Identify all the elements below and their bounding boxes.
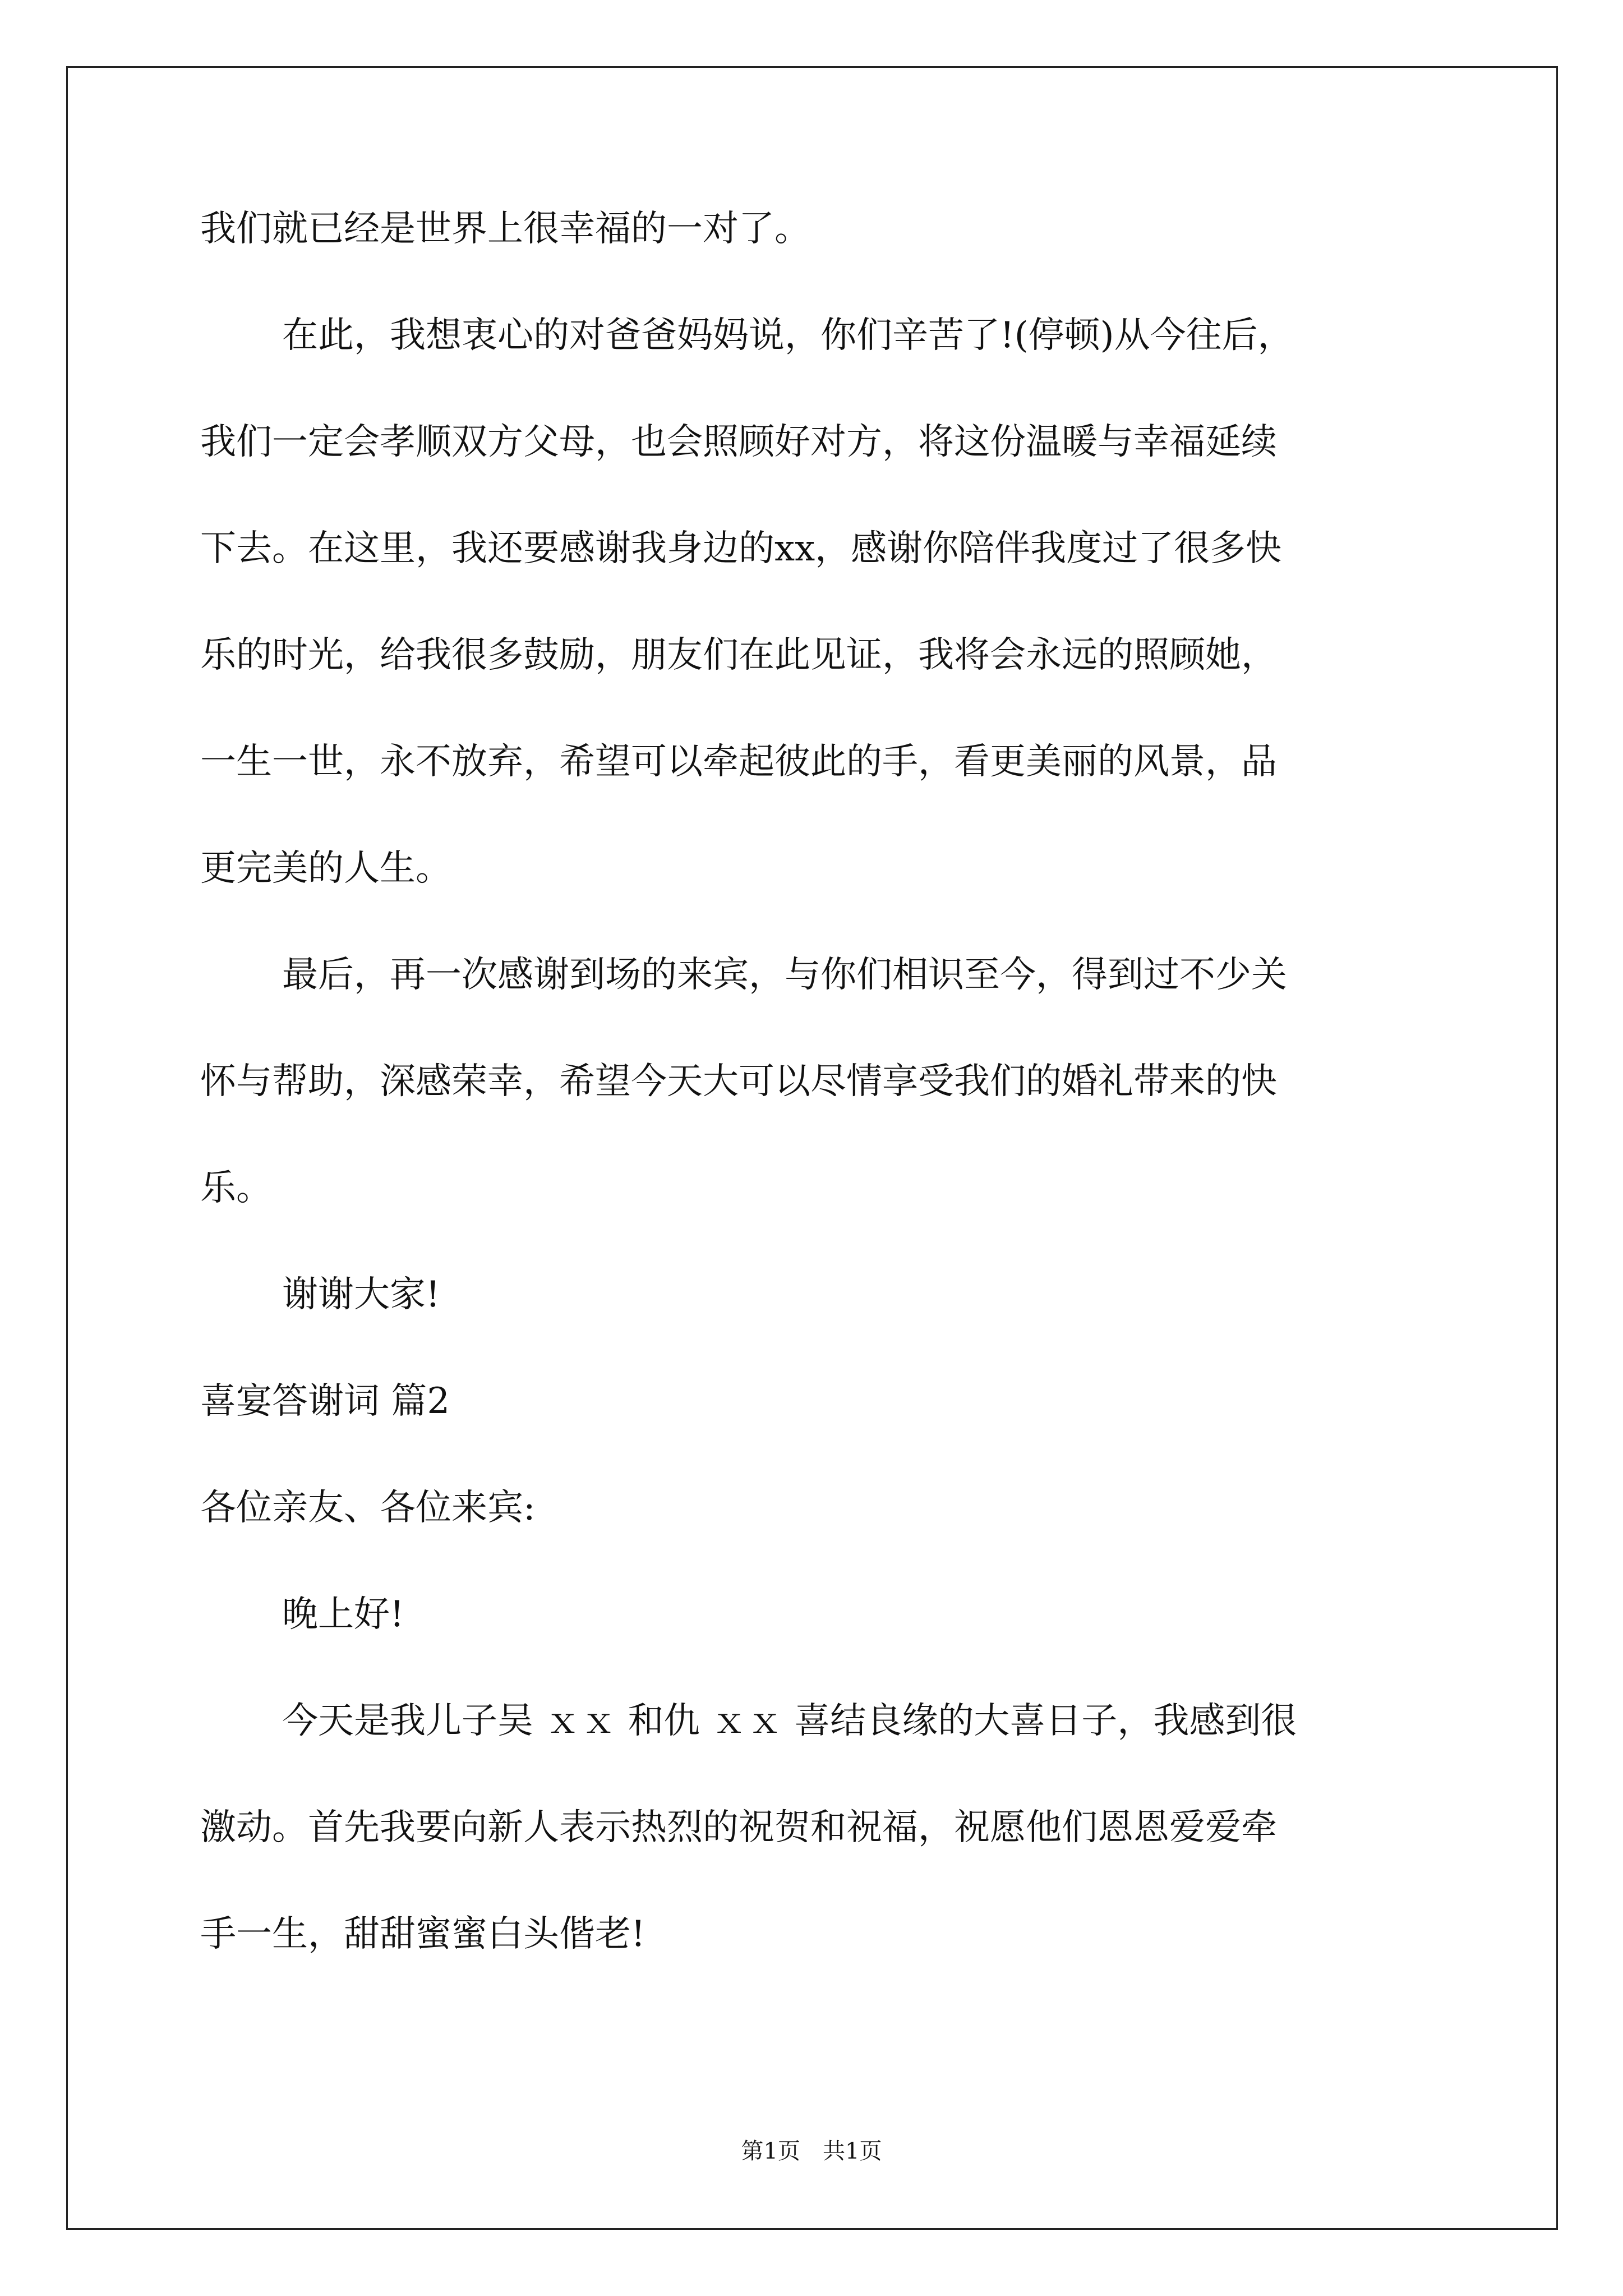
paragraph-line: 手一生，甜甜蜜蜜白头偕老! — [200, 1913, 645, 1955]
paragraph-line: 谢谢大家! — [282, 1274, 440, 1315]
paragraph-line: 我们一定会孝顺双方父母，也会照顾好对方，将这份温暖与幸福延续 — [200, 421, 1277, 463]
paragraph-line: 今天是我儿子吴 ｘｘ 和仇 ｘｘ 喜结良缘的大喜日子，我感到很 — [282, 1700, 1297, 1742]
paragraph-line: 下去。在这里，我还要感谢我身边的xx，感谢你陪伴我度过了很多快 — [200, 528, 1282, 569]
page-footer: 第1页 共1页 — [741, 2138, 882, 2164]
page-border — [66, 66, 1558, 2230]
greeting: 晚上好! — [282, 1594, 404, 1635]
paragraph-line: 在此，我想衷心的对爸爸妈妈说，你们辛苦了!(停顿)从今往后， — [282, 315, 1294, 356]
paragraph-line: 更完美的人生。 — [200, 848, 451, 889]
paragraph-line: 一生一世，永不放弃，希望可以牵起彼此的手，看更美丽的风景，品 — [200, 741, 1277, 783]
paragraph-line: 我们就已经是世界上很幸福的一对了。 — [200, 208, 810, 250]
salutation: 各位亲友、各位来宾: — [200, 1487, 536, 1529]
paragraph-line: 最后，再一次感谢到场的来宾，与你们相识至今，得到过不少关 — [282, 954, 1287, 996]
paragraph-line: 乐。 — [200, 1167, 272, 1209]
paragraph-line: 乐的时光，给我很多鼓励，朋友们在此见证，我将会永远的照顾她， — [200, 634, 1277, 676]
section-heading: 喜宴答谢词 篇2 — [200, 1381, 450, 1422]
paragraph-line: 激动。首先我要向新人表示热烈的祝贺和祝福，祝愿他们恩恩爱爱牵 — [200, 1807, 1277, 1848]
paragraph-line: 怀与帮助，深感荣幸，希望今天大可以尽情享受我们的婚礼带来的快 — [200, 1061, 1277, 1102]
